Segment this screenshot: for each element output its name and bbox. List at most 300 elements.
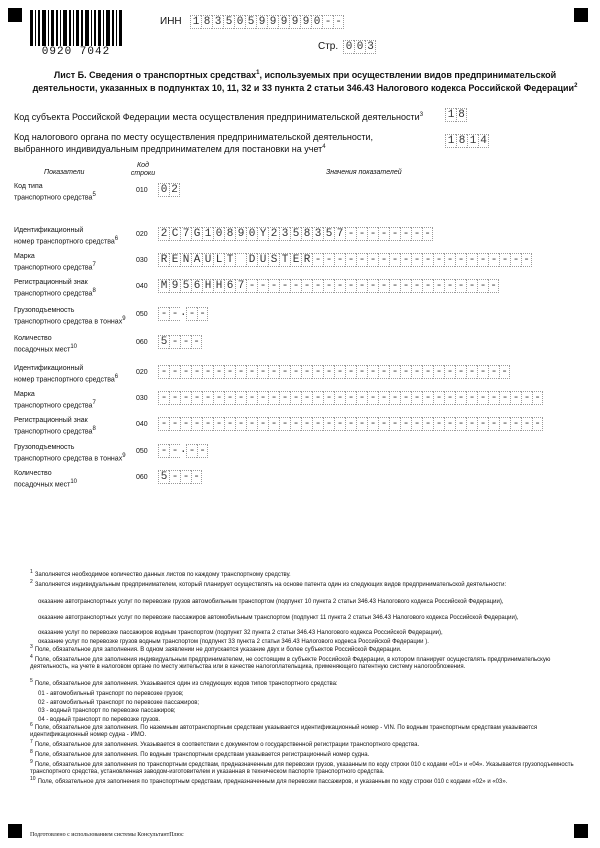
char-cell: 6	[224, 279, 235, 293]
char-cell: H	[202, 279, 213, 293]
footnote: оказание автотранспортных услуг по перевозке грузов автомобильным транспортом (подпункт 10 пункта 2 статьи 346.43 Налогового кодекса Российской Федерации),	[38, 599, 504, 605]
char-cell: -	[356, 279, 367, 293]
char-cell: T	[224, 253, 235, 267]
decimal-point: .	[180, 307, 187, 319]
char-cell: 7	[235, 279, 246, 293]
char-cell: -	[301, 417, 312, 431]
char-cell: -	[488, 417, 499, 431]
char-cell: A	[191, 253, 202, 267]
col-line-code: Код строки	[130, 162, 156, 177]
char-cell: -	[213, 391, 224, 405]
page-number	[343, 40, 376, 54]
char-cell: -	[510, 417, 521, 431]
char-cell: -	[186, 444, 197, 458]
char-cell: -	[499, 391, 510, 405]
char-cell: 7	[180, 227, 191, 241]
corner-marker-bottom-left	[8, 824, 22, 838]
char-cell: -	[345, 253, 356, 267]
inn-value	[190, 15, 344, 29]
char-cell: 2	[268, 227, 279, 241]
seats-label: Количество посадочных мест$^{10}$	[14, 470, 77, 489]
char-cell: 0	[354, 40, 365, 54]
char-cell: 1	[202, 227, 213, 241]
footnote: $^3$ Поле, обязательное для заполнения. В одном заявлении не допускается указание двух и более субъектов Российской Федерации.	[30, 644, 402, 653]
char-cell: -	[411, 279, 422, 293]
footnote: $^9$ Поле, обязательное для заполнения по транспортным средствам, предназначенным для перевозки грузов, указанным по коду строки 010 с кодами «01» и «04». Указывается грузоподъемность транспортного средства, установленная заводом-изготовителем и указанная в техническом паспорте транспортного средства.	[30, 759, 574, 775]
char-cell: 6	[191, 279, 202, 293]
char-cell: -	[323, 365, 334, 379]
footnote: $^6$ Поле, обязательное для заполнения. По наземным автотранспортным средствам указывается идентификационный номер - VIN. По водным транспортным средствам указывается идентификационный номер судна - ИМО.	[30, 722, 538, 738]
char-cell: -	[455, 365, 466, 379]
inn-label: ИНН	[160, 16, 182, 27]
char-cell: -	[422, 253, 433, 267]
char-cell: -	[466, 417, 477, 431]
char-cell: -	[290, 391, 301, 405]
char-cell: -	[235, 365, 246, 379]
char-cell: -	[345, 227, 356, 241]
char-cell: -	[268, 417, 279, 431]
char-cell: 1	[445, 108, 456, 122]
barcode-number: 0920 7042	[41, 46, 111, 58]
seats-value[interactable]	[158, 335, 202, 349]
footnote: $^5$ Поле, обязательное для заполнения. Указывается один из следующих кодов типов транспортного средства:	[30, 678, 338, 687]
char-cell: -	[433, 253, 444, 267]
char-cell: -	[422, 227, 433, 241]
char-cell: -	[169, 470, 180, 484]
char-cell: R	[301, 253, 312, 267]
char-cell: -	[345, 365, 356, 379]
char-cell: -	[268, 279, 279, 293]
char-cell: 9	[256, 15, 267, 29]
char-cell: G	[191, 227, 202, 241]
char-cell: -	[334, 279, 345, 293]
char-cell: 0	[158, 183, 169, 197]
corner-marker-bottom-right	[574, 824, 588, 838]
char-cell: -	[213, 365, 224, 379]
corner-marker-top-left	[8, 8, 22, 22]
char-cell: -	[422, 417, 433, 431]
brand-line-code: 030	[136, 395, 148, 402]
char-cell: -	[224, 391, 235, 405]
seats-label: Количество посадочных мест$^{10}$	[14, 335, 77, 354]
char-cell: -	[169, 444, 180, 458]
plate-line-code: 040	[136, 283, 148, 290]
char-cell: -	[323, 279, 334, 293]
char-cell: -	[411, 253, 422, 267]
char-cell: -	[400, 417, 411, 431]
id-line-code: 020	[136, 369, 148, 376]
char-cell: M	[158, 279, 169, 293]
char-cell: -	[202, 391, 213, 405]
char-cell: -	[378, 279, 389, 293]
char-cell: -	[466, 391, 477, 405]
char-cell: -	[444, 253, 455, 267]
char-cell: -	[257, 391, 268, 405]
char-cell: -	[389, 365, 400, 379]
capacity-line-code: 050	[136, 448, 148, 455]
char-cell: -	[224, 417, 235, 431]
char-cell: -	[378, 253, 389, 267]
char-cell: -	[400, 391, 411, 405]
char-cell: T	[279, 253, 290, 267]
char-cell: -	[345, 417, 356, 431]
char-cell: -	[389, 253, 400, 267]
char-cell: H	[213, 279, 224, 293]
char-cell: -	[477, 417, 488, 431]
footer-text: Подготовлено с использованием системы КонсультантПлюс	[30, 832, 184, 838]
char-cell: 9	[267, 15, 278, 29]
char-cell: -	[169, 335, 180, 349]
char-cell: R	[158, 253, 169, 267]
char-cell: -	[422, 391, 433, 405]
char-cell: -	[312, 365, 323, 379]
plate-value[interactable]	[158, 417, 543, 431]
char-cell: -	[466, 253, 477, 267]
barcode	[30, 10, 122, 46]
char-cell: Y	[257, 227, 268, 241]
plate-label: Регистрационный знак транспортного средства$^8$	[14, 417, 96, 436]
char-cell: -	[268, 365, 279, 379]
char-cell: -	[466, 279, 477, 293]
char-cell: 9	[289, 15, 300, 29]
char-cell: -	[433, 391, 444, 405]
char-cell: C	[169, 227, 180, 241]
char-cell: N	[180, 253, 191, 267]
char-cell: 8	[201, 15, 212, 29]
footnote: $^1$ Заполняется необходимое количество данных листов по каждому транспортному средству.	[30, 569, 291, 578]
char-cell: -	[356, 253, 367, 267]
char-cell: 3	[365, 40, 376, 54]
char-cell: 8	[456, 134, 467, 148]
char-cell: -	[279, 279, 290, 293]
char-cell: U	[257, 253, 268, 267]
char-cell: -	[191, 335, 202, 349]
seats-line-code: 060	[136, 339, 148, 346]
char-cell: -	[169, 391, 180, 405]
char-cell: -	[158, 444, 169, 458]
region-code-label: Код субъекта Российской Федерации места осуществления предпринимательской деятельности$^3$	[14, 112, 424, 122]
char-cell: -	[312, 417, 323, 431]
char-cell: 9	[278, 15, 289, 29]
char-cell: -	[186, 307, 197, 321]
char-cell: -	[433, 417, 444, 431]
footnote: 04 - водный транспорт по перевозке грузов.	[38, 716, 161, 723]
char-cell: -	[466, 365, 477, 379]
char-cell: -	[444, 279, 455, 293]
decimal-point: .	[180, 444, 187, 456]
char-cell: -	[197, 307, 208, 321]
char-cell: E	[290, 253, 301, 267]
char-cell: -	[477, 365, 488, 379]
char-cell: -	[455, 279, 466, 293]
char-cell: -	[345, 279, 356, 293]
char-cell: 1	[190, 15, 201, 29]
char-cell: -	[389, 417, 400, 431]
char-cell: -	[191, 391, 202, 405]
char-cell: -	[257, 279, 268, 293]
brand-line-code: 030	[136, 257, 148, 264]
char-cell: -	[367, 279, 378, 293]
id-value[interactable]	[158, 365, 510, 379]
char-cell: -	[422, 279, 433, 293]
char-cell: -	[444, 391, 455, 405]
char-cell: -	[510, 253, 521, 267]
char-cell: 8	[224, 227, 235, 241]
char-cell: E	[169, 253, 180, 267]
plate-line-code: 040	[136, 421, 148, 428]
footnote: оказание услуг по перевозке грузов водным транспортом (подпункт 33 пункта 2 статьи 346.43 Налогового кодекса Российской Федерации ).	[38, 638, 429, 645]
type-value[interactable]	[158, 183, 180, 197]
brand-value[interactable]	[158, 391, 543, 405]
char-cell: 0	[234, 15, 245, 29]
char-cell: 0	[213, 227, 224, 241]
char-cell: -	[333, 15, 344, 29]
char-cell: -	[444, 365, 455, 379]
char-cell: -	[334, 417, 345, 431]
char-cell: -	[180, 470, 191, 484]
type-line-code: 010	[136, 187, 148, 194]
char-cell: -	[367, 365, 378, 379]
char-cell: -	[180, 391, 191, 405]
char-cell: -	[389, 227, 400, 241]
footnote: 01 - автомобильный транспорт по перевозке грузов;	[38, 691, 184, 697]
char-cell: -	[532, 391, 543, 405]
char-cell: 7	[334, 227, 345, 241]
char-cell: -	[477, 279, 488, 293]
sheet-title: Лист Б. Сведения о транспортных средствах$^1$, используемых при осуществлении видов предпринимательской деятельности, указанных в подпунктах 10, 11, 32 и 33 пункта 2 статьи 346.43 Налогового кодекса Российской Федерации$^2$	[32, 70, 578, 93]
char-cell: -	[499, 417, 510, 431]
char-cell: -	[444, 417, 455, 431]
char-cell: -	[488, 253, 499, 267]
char-cell: -	[323, 253, 334, 267]
char-cell: -	[400, 253, 411, 267]
char-cell: -	[301, 391, 312, 405]
char-cell: -	[334, 365, 345, 379]
char-cell: -	[455, 253, 466, 267]
char-cell: 9	[169, 279, 180, 293]
char-cell: -	[197, 444, 208, 458]
char-cell: -	[290, 365, 301, 379]
char-cell: -	[202, 365, 213, 379]
char-cell: -	[290, 279, 301, 293]
char-cell: 0	[246, 227, 257, 241]
footnote: 03 - водный транспорт по перевозке пассажиров;	[38, 708, 176, 714]
footnote: $^7$ Поле, обязательное для заполнения. Указывается в соответствии с документом о государственной регистрации транспортного средства.	[30, 739, 420, 748]
char-cell: -	[521, 391, 532, 405]
char-cell: -	[367, 253, 378, 267]
capacity-value[interactable]	[158, 444, 208, 458]
char-cell: -	[235, 391, 246, 405]
char-cell: -	[191, 417, 202, 431]
char-cell: 3	[212, 15, 223, 29]
char-cell: 5	[158, 335, 169, 349]
char-cell	[235, 253, 246, 267]
char-cell: -	[158, 391, 169, 405]
char-cell: 1	[445, 134, 456, 148]
region-code-value	[445, 108, 467, 122]
char-cell: -	[334, 391, 345, 405]
char-cell: -	[356, 391, 367, 405]
char-cell: -	[158, 365, 169, 379]
char-cell: -	[246, 391, 257, 405]
brand-value[interactable]	[158, 253, 532, 267]
char-cell: -	[312, 253, 323, 267]
char-cell: -	[411, 391, 422, 405]
type-label: Код типа транспортного средства$^5$	[14, 183, 96, 202]
char-cell: -	[323, 391, 334, 405]
char-cell: -	[455, 417, 466, 431]
char-cell: -	[422, 365, 433, 379]
char-cell: 5	[158, 470, 169, 484]
char-cell: L	[213, 253, 224, 267]
brand-label: Марка транспортного средства$^7$	[14, 391, 96, 410]
char-cell: -	[180, 417, 191, 431]
char-cell: -	[499, 253, 510, 267]
page-label: Стр.	[318, 41, 339, 52]
char-cell: -	[191, 470, 202, 484]
corner-marker-top-right	[574, 8, 588, 22]
char-cell: -	[411, 365, 422, 379]
char-cell: 1	[467, 134, 478, 148]
char-cell: -	[477, 253, 488, 267]
capacity-label: Грузоподъемность транспортного средства в тоннах$^9$	[14, 444, 126, 463]
char-cell: -	[378, 227, 389, 241]
char-cell: -	[322, 15, 333, 29]
footnote: оказание автотранспортных услуг по перевозке пассажиров автомобильным транспортом (подпункт 11 пункта 2 статьи 346.43 Налогового кодекса Российской Федерации),	[38, 614, 519, 621]
char-cell: 9	[300, 15, 311, 29]
char-cell: 5	[180, 279, 191, 293]
char-cell: -	[279, 365, 290, 379]
char-cell: 9	[235, 227, 246, 241]
char-cell: -	[400, 227, 411, 241]
plate-label: Регистрационный знак транспортного средства$^8$	[14, 279, 96, 298]
char-cell: -	[499, 365, 510, 379]
char-cell: -	[257, 417, 268, 431]
char-cell: -	[433, 365, 444, 379]
capacity-line-code: 050	[136, 311, 148, 318]
brand-label: Марка транспортного средства$^7$	[14, 253, 96, 272]
char-cell: -	[356, 365, 367, 379]
char-cell: -	[488, 365, 499, 379]
footnote: $^2$ Заполняется индивидуальным предпринимателем, который планирует осуществлять на основе патента один из следующих видов предпринимательской деятельности:	[30, 579, 507, 588]
capacity-label: Грузоподъемность транспортного средства в тоннах$^9$	[14, 307, 126, 326]
char-cell: -	[400, 279, 411, 293]
col-indicators: Показатели	[44, 169, 85, 176]
char-cell: -	[488, 391, 499, 405]
tax-office-label: Код налогового органа по месту осуществления предпринимательской деятельности, выбранного индивидуальным предпринимателем для постановки на учет$^4$	[14, 132, 374, 154]
seats-value[interactable]	[158, 470, 202, 484]
footnote: $^8$ Поле, обязательное для заполнения. По водным транспортным средствам указывается регистрационный номер судна.	[30, 749, 370, 758]
char-cell: U	[202, 253, 213, 267]
footnote: 02 - автомобильный транспорт по перевозке пассажиров;	[38, 699, 200, 706]
char-cell: 5	[245, 15, 256, 29]
char-cell: -	[532, 417, 543, 431]
char-cell: -	[521, 417, 532, 431]
char-cell: -	[411, 227, 422, 241]
char-cell: -	[312, 391, 323, 405]
char-cell: -	[433, 279, 444, 293]
footnote: $^4$ Поле, обязательное для заполнения индивидуальным предпринимателем, не состоящим в субъекте Российской Федерации, в котором планирует осуществлять предпринимательскую деятельность, на учете в налоговом органе по месту жительства или в качестве налогоплательщика, применяющего патентную систему налогообложения.	[30, 654, 551, 670]
char-cell: -	[169, 365, 180, 379]
seats-line-code: 060	[136, 474, 148, 481]
char-cell: 3	[279, 227, 290, 241]
col-values: Значения показателей	[326, 169, 402, 176]
char-cell: -	[246, 279, 257, 293]
char-cell: -	[180, 365, 191, 379]
char-cell: -	[323, 417, 334, 431]
char-cell: 4	[478, 134, 489, 148]
char-cell: -	[202, 417, 213, 431]
char-cell: -	[191, 365, 202, 379]
char-cell: -	[158, 417, 169, 431]
char-cell: -	[279, 417, 290, 431]
char-cell: -	[235, 417, 246, 431]
char-cell: -	[334, 253, 345, 267]
footnote: $^{10}$ Поле, обязательное для заполнения по транспортным средствам, предназначенным для перевозки пассажиров, и указанным по коду строки 010 с кодами «02» и «03».	[30, 776, 508, 785]
char-cell: S	[268, 253, 279, 267]
tax-office-value	[445, 134, 489, 148]
char-cell: -	[169, 307, 180, 321]
char-cell: 0	[311, 15, 322, 29]
char-cell: -	[301, 279, 312, 293]
id-value[interactable]	[158, 227, 433, 241]
char-cell: -	[367, 227, 378, 241]
footnote: оказание услуг по перевозке пассажиров водным транспортом (подпункт 32 пункта 2 статьи 346.43 Налогового кодекса Российской Федерации),	[38, 630, 443, 636]
char-cell: -	[268, 391, 279, 405]
char-cell: 3	[312, 227, 323, 241]
char-cell: -	[180, 335, 191, 349]
char-cell: 5	[223, 15, 234, 29]
char-cell: -	[246, 417, 257, 431]
char-cell: -	[400, 365, 411, 379]
char-cell: -	[290, 417, 301, 431]
char-cell: -	[378, 391, 389, 405]
char-cell: -	[356, 227, 367, 241]
plate-value[interactable]	[158, 279, 499, 293]
char-cell: -	[301, 365, 312, 379]
char-cell: 5	[323, 227, 334, 241]
char-cell: 8	[301, 227, 312, 241]
char-cell: -	[521, 253, 532, 267]
char-cell: -	[389, 279, 400, 293]
char-cell: -	[224, 365, 235, 379]
char-cell: -	[510, 391, 521, 405]
char-cell: -	[455, 391, 466, 405]
char-cell: -	[213, 417, 224, 431]
char-cell: -	[411, 417, 422, 431]
char-cell: -	[367, 391, 378, 405]
char-cell: 8	[456, 108, 467, 122]
id-label: Идентификационный номер транспортного средства$^6$	[14, 227, 119, 246]
char-cell: -	[279, 391, 290, 405]
char-cell: 2	[158, 227, 169, 241]
char-cell: -	[488, 279, 499, 293]
char-cell: -	[257, 365, 268, 379]
char-cell: -	[389, 391, 400, 405]
char-cell: 0	[343, 40, 354, 54]
char-cell: -	[246, 365, 257, 379]
char-cell: -	[477, 391, 488, 405]
char-cell: -	[356, 417, 367, 431]
capacity-value[interactable]	[158, 307, 208, 321]
char-cell: -	[169, 417, 180, 431]
id-label: Идентификационный номер транспортного средства$^6$	[14, 365, 119, 384]
char-cell: -	[367, 417, 378, 431]
id-line-code: 020	[136, 231, 148, 238]
char-cell: -	[378, 365, 389, 379]
char-cell: 2	[169, 183, 180, 197]
char-cell: 5	[290, 227, 301, 241]
